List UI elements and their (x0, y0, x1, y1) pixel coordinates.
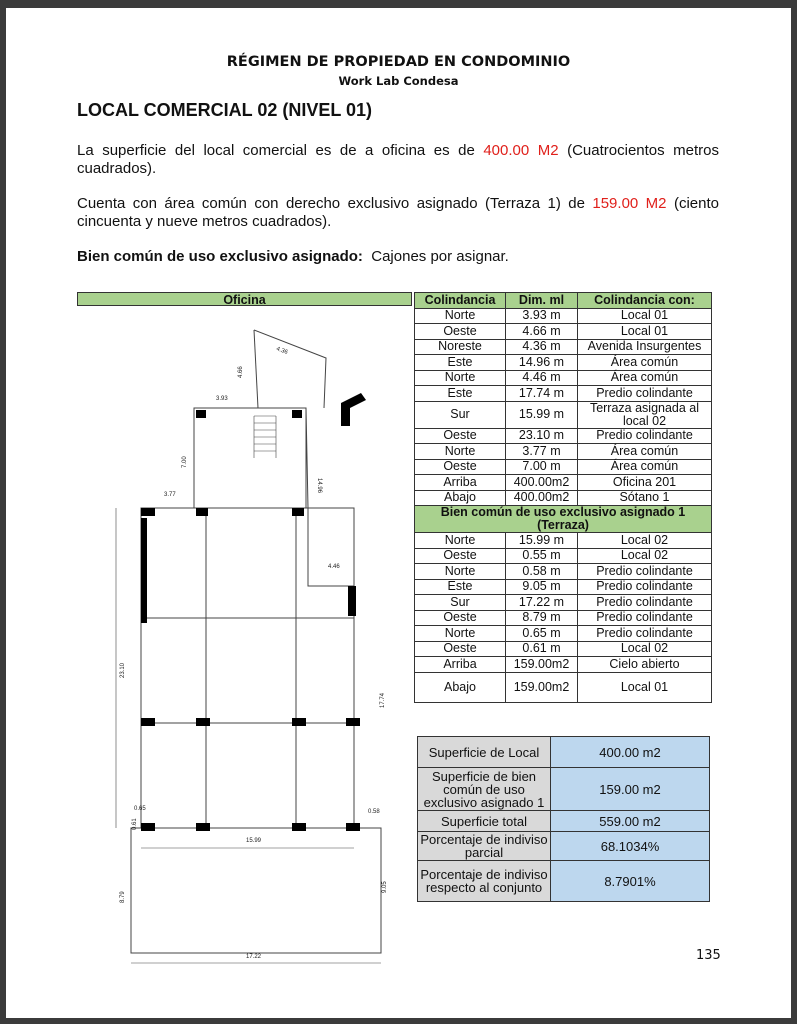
cell: 17.22 m (506, 595, 578, 611)
terrace-value: 159.00 M2 (592, 195, 667, 212)
cell: Predio colindante (578, 579, 712, 595)
column (141, 823, 155, 831)
table-row (415, 595, 712, 611)
oficina-header: Oficina (77, 292, 412, 306)
cell: 159.00m2 (506, 657, 578, 673)
plan-wall (254, 330, 258, 408)
plan-room-main (141, 508, 354, 828)
cell: 17.74 m (506, 386, 578, 402)
cell: Sótano 1 (578, 490, 712, 506)
cell: Este (415, 355, 506, 371)
column (141, 508, 155, 516)
section2-title: Bien común de uso exclusivo asignado 1 (Terraza) (415, 506, 712, 533)
table-row (415, 564, 712, 580)
cell: Área común (578, 370, 712, 386)
cell: Local 01 (578, 308, 712, 324)
paragraph-surface (77, 142, 719, 178)
document-subtitle: Work Lab Condesa (338, 74, 459, 88)
column (141, 718, 155, 726)
cell: Local 02 (578, 641, 712, 657)
summary-row (418, 768, 710, 811)
summary-label: Porcentaje de indiviso parcial (418, 832, 551, 861)
summary-label: Porcentaje de indiviso respecto al conjunto (418, 861, 551, 902)
table-row (415, 370, 712, 386)
cell: Área común (578, 444, 712, 460)
cell: 0.58 m (506, 564, 578, 580)
table-row (415, 308, 712, 324)
cell: Predio colindante (578, 595, 712, 611)
cell: Norte (415, 564, 506, 580)
cell: Predio colindante (578, 564, 712, 580)
plan-wall (306, 408, 354, 620)
cell: Noreste (415, 339, 506, 355)
cell: 400.00m2 (506, 475, 578, 491)
cell: Oficina 201 (578, 475, 712, 491)
cell: 3.93 m (506, 308, 578, 324)
cell: 3.77 m (506, 444, 578, 460)
table-row (415, 548, 712, 564)
summary-value: 8.7901% (551, 861, 710, 902)
cell: Norte (415, 308, 506, 324)
dim-label: 14.96 (316, 478, 322, 494)
dim-label: 17.22 (246, 954, 262, 960)
cell: Norte (415, 444, 506, 460)
summary-row (418, 832, 710, 861)
column (196, 508, 208, 516)
north-arrow-icon (341, 393, 366, 426)
cell: 14.96 m (506, 355, 578, 371)
cell: 159.00m2 (506, 672, 578, 702)
dim-label: 4.66 (238, 366, 244, 378)
cell: 4.66 m (506, 324, 578, 340)
table-row (415, 339, 712, 355)
dim-label: 8.79 (120, 891, 126, 903)
cell: Local 02 (578, 533, 712, 549)
cell: Abajo (415, 490, 506, 506)
paragraph-parking (77, 248, 719, 266)
table-row (415, 533, 712, 549)
column (292, 508, 304, 516)
stairs-icon (254, 416, 276, 458)
section-header-row (415, 506, 712, 533)
cell: Norte (415, 533, 506, 549)
cell: 400.00m2 (506, 490, 578, 506)
summary-row (418, 811, 710, 832)
table-row (415, 324, 712, 340)
paragraph-surface-post: (Cuatrocientos metros cuadrados). (77, 142, 719, 177)
summary-label: Superficie de bien común de uso exclusivo asignado 1 (418, 768, 551, 811)
cell: 9.05 m (506, 579, 578, 595)
cell: Predio colindante (578, 626, 712, 642)
cell: 23.10 m (506, 428, 578, 444)
cell: Oeste (415, 641, 506, 657)
document-title: RÉGIMEN DE PROPIEDAD EN CONDOMINIO (226, 54, 571, 70)
column (346, 718, 360, 726)
dim-label: 15.99 (246, 838, 262, 844)
header-colindancia: Colindancia (415, 293, 506, 309)
cell: 7.00 m (506, 459, 578, 475)
summary-label: Superficie de Local (418, 737, 551, 768)
cell: Norte (415, 626, 506, 642)
cell: Arriba (415, 475, 506, 491)
dim-label: 23.10 (120, 662, 126, 678)
table-row (415, 579, 712, 595)
summary-value: 159.00 m2 (551, 768, 710, 811)
cell: 4.36 m (506, 339, 578, 355)
parking-value: Cajones por asignar. (371, 248, 509, 265)
cell: Abajo (415, 672, 506, 702)
parking-label: Bien común de uso exclusivo asignado: (77, 248, 363, 265)
dim-label: 3.93 (216, 396, 228, 402)
section-heading: LOCAL COMERCIAL 02 (NIVEL 01) (77, 100, 373, 120)
table-row (415, 610, 712, 626)
plan-room-upper (194, 408, 306, 508)
dim-label: 17.74 (380, 692, 386, 708)
cell: Predio colindante (578, 610, 712, 626)
page-number: 135 (696, 948, 721, 963)
header-colindancia-con: Colindancia con: (578, 293, 712, 309)
cell: 0.61 m (506, 641, 578, 657)
summary-value: 68.1034% (551, 832, 710, 861)
paragraph-surface-pre: La superficie del local comercial es de a oficina es de (77, 142, 484, 159)
cell: Sur (415, 595, 506, 611)
cell: Arriba (415, 657, 506, 673)
cell: Oeste (415, 610, 506, 626)
cell: Sur (415, 401, 506, 428)
table-row (415, 626, 712, 642)
floor-plan (96, 308, 396, 968)
table-row (415, 355, 712, 371)
cell: Área común (578, 355, 712, 371)
cell: Oeste (415, 324, 506, 340)
cell: Cielo abierto (578, 657, 712, 673)
table-row (415, 386, 712, 402)
table-row (415, 459, 712, 475)
document-page (6, 8, 791, 1018)
cell: 0.65 m (506, 626, 578, 642)
cell: Local 01 (578, 672, 712, 702)
paragraph-terrace-post: (ciento cincuenta y nueve metros cuadrados). (77, 195, 719, 230)
plan-terrace (131, 828, 381, 953)
dim-label: 7.00 (182, 456, 188, 468)
summary-row (418, 737, 710, 768)
table-header-row (415, 293, 712, 309)
header-dim: Dim. ml (506, 293, 578, 309)
table-row (415, 475, 712, 491)
colindancias-table (414, 292, 712, 703)
cell: Terraza asignada al local 02 (578, 401, 712, 428)
cell: Este (415, 579, 506, 595)
paragraph-terrace (77, 195, 719, 231)
cell: Local 01 (578, 324, 712, 340)
column (292, 718, 306, 726)
column (348, 586, 356, 616)
summary-row (418, 861, 710, 902)
cell: Oeste (415, 428, 506, 444)
cell: Este (415, 386, 506, 402)
cell: Local 02 (578, 548, 712, 564)
cell: Predio colindante (578, 386, 712, 402)
column (292, 410, 302, 418)
cell: Norte (415, 370, 506, 386)
cell: Oeste (415, 459, 506, 475)
summary-table (417, 736, 710, 902)
summary-value: 559.00 m2 (551, 811, 710, 832)
column (196, 410, 206, 418)
summary-label: Superficie total (418, 811, 551, 832)
cell: Área común (578, 459, 712, 475)
plan-wall (254, 330, 326, 408)
table-row (415, 401, 712, 428)
column (196, 823, 210, 831)
table-row (415, 490, 712, 506)
dim-label: 3.77 (164, 492, 176, 498)
paragraph-terrace-pre: Cuenta con área común con derecho exclusivo asignado (Terraza 1) de (77, 195, 593, 212)
dim-label: 4.46 (328, 564, 340, 570)
cell: 15.99 m (506, 401, 578, 428)
table-row (415, 444, 712, 460)
dim-label: 0.65 (134, 806, 146, 812)
column (292, 823, 306, 831)
cell: 4.46 m (506, 370, 578, 386)
column (346, 823, 360, 831)
summary-value: 400.00 m2 (551, 737, 710, 768)
table-row (415, 657, 712, 673)
cell: Predio colindante (578, 428, 712, 444)
cell: Oeste (415, 548, 506, 564)
dim-label: 9.05 (382, 881, 388, 893)
column (141, 518, 147, 623)
columns (141, 393, 366, 831)
dim-label: 0.58 (368, 809, 380, 815)
dim-label: 4.36 (275, 346, 289, 356)
table-row (415, 641, 712, 657)
cell: 8.79 m (506, 610, 578, 626)
cell: Avenida Insurgentes (578, 339, 712, 355)
cell: 0.55 m (506, 548, 578, 564)
surface-value: 400.00 M2 (483, 142, 559, 159)
table-row (415, 672, 712, 702)
table-row (415, 428, 712, 444)
cell: 15.99 m (506, 533, 578, 549)
column (196, 718, 210, 726)
dim-label: 0.61 (132, 818, 138, 830)
